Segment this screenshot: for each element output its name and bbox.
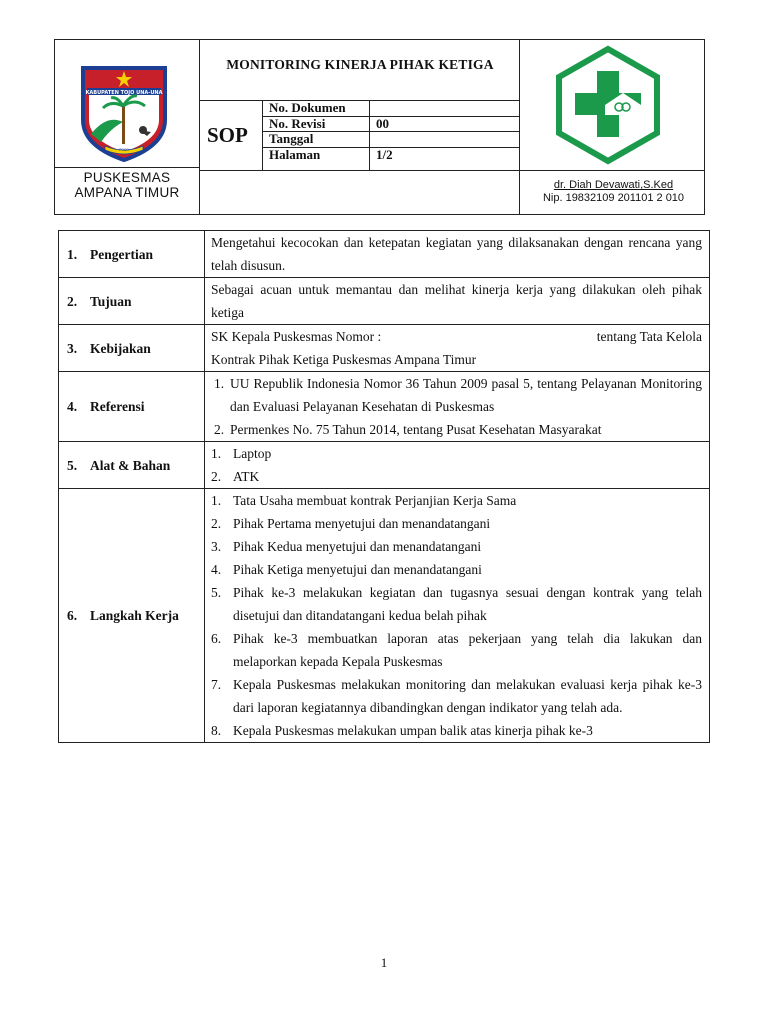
table-row xyxy=(59,278,710,325)
page-number: 1 xyxy=(380,955,388,970)
meta-label-no-revisi: No. Revisi xyxy=(269,116,326,131)
section-label-pengertian: 1. Pengertian xyxy=(59,231,205,278)
logo-ribbon-text: POSO xyxy=(119,148,129,152)
list-item: 2. Pihak Pertama menyetujui dan menandatangani xyxy=(211,516,491,531)
list-item: 1. Laptop xyxy=(211,446,272,461)
table-row xyxy=(59,442,710,489)
list-item: 4. Pihak Ketiga menyetujui dan menandatangani xyxy=(211,562,482,577)
section-label-langkah-kerja: 6. Langkah Kerja xyxy=(59,489,205,743)
meta-value-halaman: 1/2 xyxy=(376,147,393,162)
section-content-referensi xyxy=(205,372,710,442)
list-item: 7. Kepala Puskesmas melakukan monitoring dan melakukan evaluasi kerja pihak ke-3 dari laporan kegiatannya dibandingkan dengan indikator yang telah ada. xyxy=(211,677,702,715)
list-item: 6. Pihak ke-3 membuatkan laporan atas pekerjaan yang telah dia lakukan dan melaporkan kepada Kepala Puskesmas xyxy=(211,631,702,669)
meta-value-no-revisi: 00 xyxy=(376,116,389,131)
table-row xyxy=(59,372,710,442)
section-label-tujuan: 2. Tujuan xyxy=(59,278,205,325)
regency-logo-icon xyxy=(77,62,171,162)
section-content-pengertian: Mengetahui kecocokan dan ketepatan kegiatan yang dilaksanakan dengan rencana yang telah disusun. xyxy=(205,231,710,278)
list-item: 2. Permenkes No. 75 Tahun 2014, tentang Pusat Kesehatan Masyarakat xyxy=(214,422,602,437)
list-item: 8. Kepala Puskesmas melakukan umpan balik atas kinerja pihak ke-3 xyxy=(211,723,593,738)
list-item: 1. Tata Usaha membuat kontrak Perjanjian Kerja Sama xyxy=(211,493,517,508)
meta-label-tanggal: Tanggal xyxy=(269,131,314,146)
section-label-referensi: 4. Referensi xyxy=(59,372,205,442)
section-content-alat-bahan xyxy=(205,442,710,489)
section-label-alat-bahan: 5. Alat & Bahan xyxy=(59,442,205,489)
sop-content-table xyxy=(58,230,710,743)
organization-name: PUSKESMAS AMPANA TIMUR xyxy=(74,170,180,200)
table-row xyxy=(59,489,710,743)
section-label-kebijakan: 3. Kebijakan xyxy=(59,325,205,372)
meta-label-no-dokumen: No. Dokumen xyxy=(269,100,346,115)
document-title: MONITORING KINERJA PIHAK KETIGA xyxy=(226,57,494,72)
section-content-tujuan: Sebagai acuan untuk memantau dan melihat kinerja kerja yang dilakukan oleh pihak ketiga xyxy=(205,278,710,325)
signer-name: dr. Diah Devawati,S.Ked xyxy=(553,179,674,191)
list-item: 5. Pihak ke-3 melakukan kegiatan dan tugasnya sesuai dengan kontrak yang telah disetujui dan ditandatangani kedua belah pihak xyxy=(211,585,702,623)
sop-label: SOP xyxy=(207,123,248,147)
sop-header xyxy=(54,39,705,215)
list-item: 2. ATK xyxy=(211,469,260,484)
table-row xyxy=(59,325,710,372)
section-content-langkah-kerja xyxy=(205,489,710,743)
meta-label-halaman: Halaman xyxy=(269,147,321,162)
logo-banner-text: KABUPATEN TOJO UNA-UNA xyxy=(85,90,163,96)
signature-block xyxy=(521,179,706,205)
signer-nip: Nip. 19832109 201101 2 010 xyxy=(542,192,685,204)
list-item: 3. Pihak Kedua menyetujui dan menandatangani xyxy=(211,539,482,554)
puskesmas-logo-icon xyxy=(553,45,663,165)
section-content-kebijakan: SK Kepala Puskesmas Nomor : tentang Tata Kelola Kontrak Pihak Ketiga Puskesmas Ampana Timur xyxy=(205,325,710,372)
list-item: 1. UU Republik Indonesia Nomor 36 Tahun 2009 pasal 5, tentang Pelayanan Monitoring dan Evaluasi Pelayanan Kesehatan di Puskesmas xyxy=(214,376,702,414)
table-row xyxy=(59,231,710,278)
